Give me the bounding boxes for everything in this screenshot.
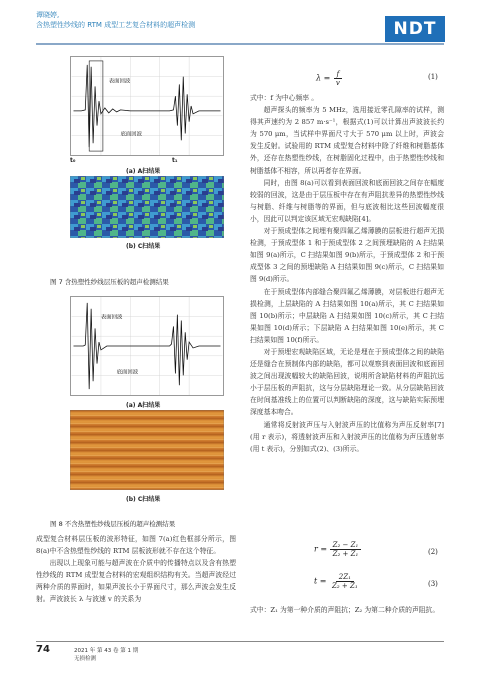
journal-logo: NDT: [385, 16, 445, 42]
fig8-sub-a: (a) A扫结果: [126, 402, 161, 409]
right-paragraph-3: 对于预成型体之间埋有聚四氟乙烯薄膜的层板进行超声无损检测，于预成型体 1 和于预成型体 2 之间预埋缺陷的 A 扫结果如图 9(a)所示，C 扫结果如图 9(b)所示，于预成型体 2 和于预成型体 3 之间的预埋缺陷 A 扫结果如图 9(c)所示，C 扫结果如图 9(d)所示。: [250, 227, 444, 284]
right-paragraph-7: 式中：Z₁ 为第一种介质的声阻抗；Z₂ 为第二种介质的声阻抗。: [250, 606, 440, 614]
figure-7-caption: 图 7 含热塑性纱线层压板的超声检测结果: [50, 278, 169, 286]
right-paragraph-1: 超声探头的频率为 5 MHz，选用接近零孔隙率的试样，测得其声速约为 2 857 m·s⁻¹，根据式(1)可以计算出声波波长约为 570 μm，当试样中界面尺寸大于 570 μm 以上时，声波会发生反射。试验用的 RTM 成型复合材料中除了纤维和树脂基体外，还存在热塑性纱线，在树脂固化过程中，由于热塑性纱线和树脂基体不相容，所以再者存在界面。: [250, 106, 444, 175]
figure-7: [70, 56, 224, 256]
left-paragraph-2: 出现以上现象可能与超声波在介质中的传播特点以及含有热塑性纱线的 RTM 成型复合材料的宏观组织结构有关。当超声波经过两种介质的界面时，如果声波长小于界面尺寸，那么声波会发生反射。声波波长 λ 与波速 v 的关系为: [36, 559, 236, 604]
eq2-numerator: Z₂ − Z₁: [330, 541, 362, 550]
figure-8-cscan: [70, 410, 224, 490]
header-rule: [36, 43, 444, 45]
fig7-t0: t₀: [70, 157, 76, 164]
fig7-t1: t₁: [172, 157, 178, 164]
equation-1: [316, 70, 343, 87]
eq2-number: (2): [428, 548, 438, 556]
fig7-sub-b: (b) C扫结果: [126, 243, 161, 250]
footer-rule: [36, 641, 444, 642]
eq3-numerator: 2Z₁: [336, 573, 354, 582]
footer-journal-name: 无损检测: [74, 656, 97, 662]
eq1-number: (1): [428, 73, 438, 81]
fig7-surface-label: 表面回波: [108, 78, 131, 85]
right-paragraph-2: 同时，由图 8(a)可以看到表面回波和底面回波之间存在幅度较弱的回波，这是由于层压板中存在有声阻抗差异的热塑性纱线与树脂、纤维与树脂等的界面，但与底波相比这些回波幅度很小，因此可以判定该区域无宏观缺陷[4]。: [250, 178, 444, 223]
footer-journal: [74, 647, 138, 663]
eq3-number: (3): [428, 580, 438, 588]
right-paragraph-6: 通常将反射波声压与入射波声压的比值称为声压反射率[7](用 r 表示)，将透射波声压和入射波声压的比值称为声压透射率(用 t 表示)，分别如式(2)、(3)所示。: [250, 420, 444, 453]
eq3-lhs: t =: [314, 576, 327, 586]
left-paragraph-1: 成型复合材料层压板的波形特征，如图 7(a)红色框部分所示，图 8(a)中不含热塑性纱线的 RTM 层板波形就不存在这个特征。: [36, 535, 236, 556]
figure-8-ascan: [70, 296, 224, 396]
figure-8-caption: 图 8 不含热塑性纱线层压板的超声检测结果: [50, 520, 176, 528]
fig8-surface-label: 表面回波: [100, 314, 123, 321]
fig7-sub-a: (a) A扫结果: [126, 168, 161, 175]
right-paragraph-0: 式中：f 为中心频率 。: [250, 94, 319, 102]
eq1-numerator: f: [334, 70, 343, 79]
footer-issue: 2021 年 第 43 卷 第 1 期: [74, 648, 139, 654]
eq1-denominator: v: [335, 79, 340, 87]
right-column-text: [250, 92, 444, 455]
left-column-text: [36, 533, 236, 606]
equation-3: [314, 573, 361, 590]
right-paragraph-4: 在于预成型体内部缝合聚四氟乙烯薄膜，对层板进行超声无损检测，上层缺陷的 A 扫结果如图 10(a)所示，其 C 扫结果如图 10(b)所示；中层缺陷 A 扫结果如图 10(c)所示，其 C 扫结果如图 10(d)所示；下层缺陷 A 扫结果如图 10(e)所示，其 C 扫结果如图 10(f)所示。: [250, 287, 444, 344]
eq2-lhs: r =: [314, 544, 328, 554]
header-author: 谭晓婷,: [36, 11, 60, 19]
eq2-denominator: Z₂ + Z₁: [332, 550, 359, 558]
fig7-bottom-label: 底面回波: [120, 131, 143, 138]
eq3-denominator: Z₂ + Z₁: [332, 582, 358, 590]
figure-7-cscan: [70, 176, 224, 238]
page-number: 74: [36, 644, 50, 655]
fig8-bottom-label: 底面回波: [116, 369, 139, 376]
header-title: 含热塑性纱线的 RTM 成型工艺复合材料的超声检测: [36, 21, 196, 29]
eq1-lhs: λ =: [316, 73, 331, 83]
right-column-tail: [250, 604, 444, 616]
figure-7-ascan: [70, 56, 224, 156]
fig8-sub-b: (b) C扫结果: [126, 496, 161, 503]
figure-8: [70, 296, 224, 508]
equation-2: [314, 541, 361, 558]
running-header: [36, 10, 195, 30]
right-paragraph-5: 对于预埋宏观缺陷区域，无论是埋在于预成型体之间的缺陷还是缝合在预制体内部的缺陷，都可以观察到表面回波和底面回波之间出现波幅较大的缺陷回波，说明所含缺陷材料的声阻抗远小于层压板的声阻抗，这与分层缺陷理论一致。从分层缺陷回波在时间基准线上的位置可以判断缺陷的深度，这与缺陷实际预埋深度基本吻合。: [250, 347, 444, 417]
